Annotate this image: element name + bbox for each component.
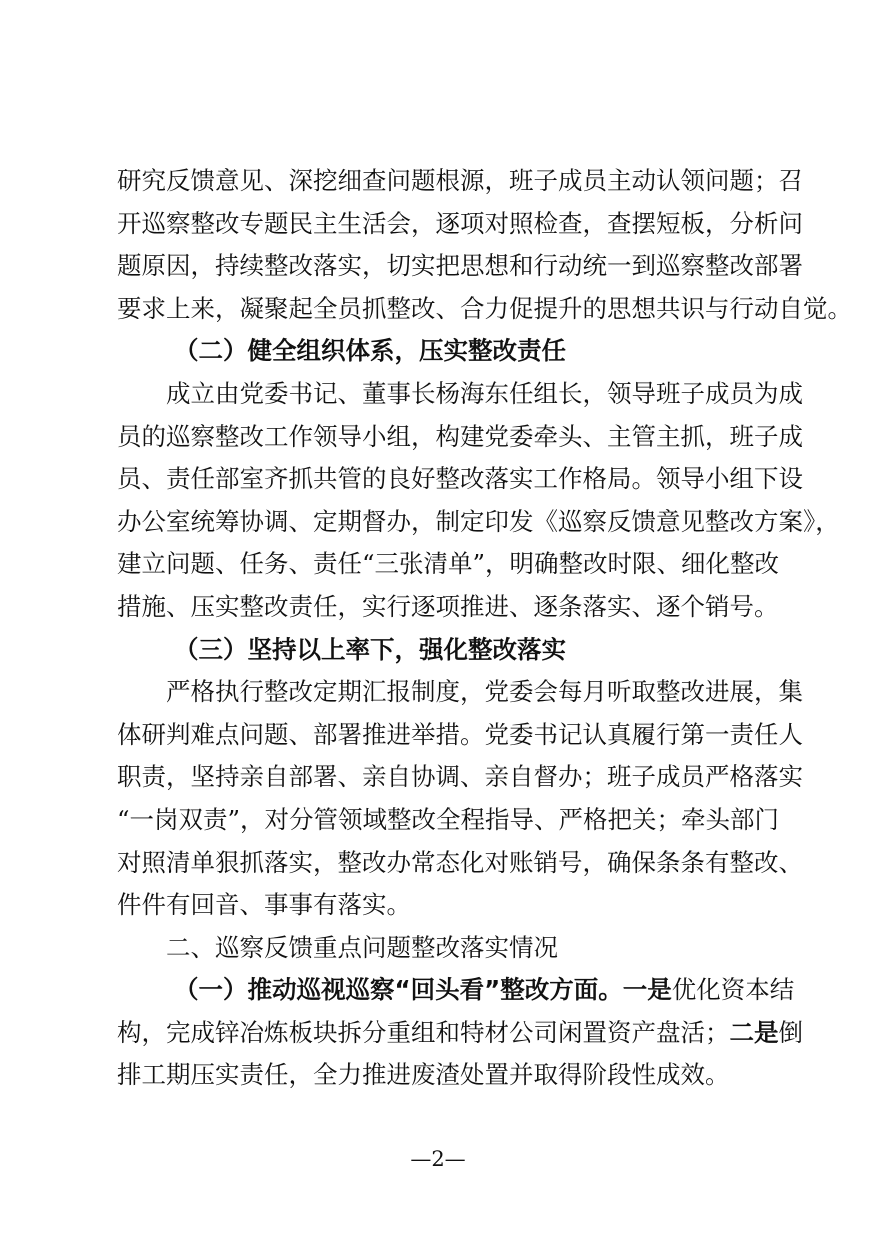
paragraph-organization: [117, 373, 840, 629]
item-marker: 一是: [622, 975, 672, 1005]
paragraph-implementation: [117, 671, 803, 927]
text-line: 员、责任部室齐抓共管的良好整改落实工作格局。领导小组下设: [117, 464, 803, 494]
text-line: 职责，坚持亲自部署、亲自协调、亲自督办；班子成员严格落实: [117, 762, 803, 792]
paragraph-continuation: [117, 160, 852, 330]
text-line: 开巡察整改专题民主生活会，逐项对照检查，查摆短板，分析问: [117, 208, 803, 238]
inline-text: 构，完成锌冶炼板块拆分重组和特材公司闲置资产盘活；: [117, 1017, 730, 1047]
text-line: 严格执行整改定期汇报制度，党委会每月听取整改进展，集: [166, 677, 803, 707]
text-line: 题原因，持续整改落实，切实把思想和行动统一到巡察整改部署: [117, 251, 803, 281]
text-line: [117, 969, 795, 1012]
document-body: [117, 160, 852, 1097]
text-line: 件件有回音、事事有落实。: [117, 890, 411, 920]
text-line: 对照清单狠抓落实，整改办常态化对账销号，确保条条有整改、: [117, 847, 803, 877]
page-number: —2—: [410, 1147, 466, 1171]
item-marker: 二是: [729, 1017, 779, 1047]
text-line: “一岗双责”，对分管领域整改全程指导、严格把关；牵头部门: [117, 804, 780, 834]
text-line: 研究反馈意见、深挖细查问题根源，班子成员主动认领问题；召: [117, 166, 803, 195]
inline-heading: （一）推动巡视巡察“回头看”整改方面。: [174, 975, 623, 1005]
section-title: 二、巡察反馈重点问题整改落实情况: [166, 932, 558, 962]
subsection-heading: （二）健全组织体系，压实整改责任: [174, 336, 566, 366]
subsection-heading: （三）坚持以上率下，强化整改落实: [174, 634, 566, 664]
inline-text: 倒: [778, 1017, 803, 1047]
text-line: 排工期压实责任，全力推进废渣处置并取得阶段性成效。: [117, 1060, 730, 1090]
inline-text: 优化资本结: [671, 975, 795, 1005]
text-line: 要求上来，凝聚起全员抓整改、合力促提升的思想共识与行动自觉。: [117, 293, 852, 323]
text-line: [117, 1012, 803, 1055]
text-line: 成立由党委书记、董事长杨海东任组长，领导班子成员为成: [166, 378, 803, 408]
text-line: 措施、压实整改责任，实行逐项推进、逐条落实、逐个销号。: [117, 591, 779, 621]
text-line: 员的巡察整改工作领导小组，构建党委牵头、主管主抓，班子成: [117, 421, 803, 451]
paragraph-rectification: [117, 969, 803, 1097]
text-line: 体研判难点问题、部署推进举措。党委书记认真履行第一责任人: [117, 719, 803, 749]
text-line: 建立问题、任务、责任“三张清单”，明确整改时限、细化整改: [117, 549, 780, 579]
text-line: 办公室统筹协调、定期督办，制定印发《巡察反馈意见整改方案》，: [117, 506, 840, 536]
